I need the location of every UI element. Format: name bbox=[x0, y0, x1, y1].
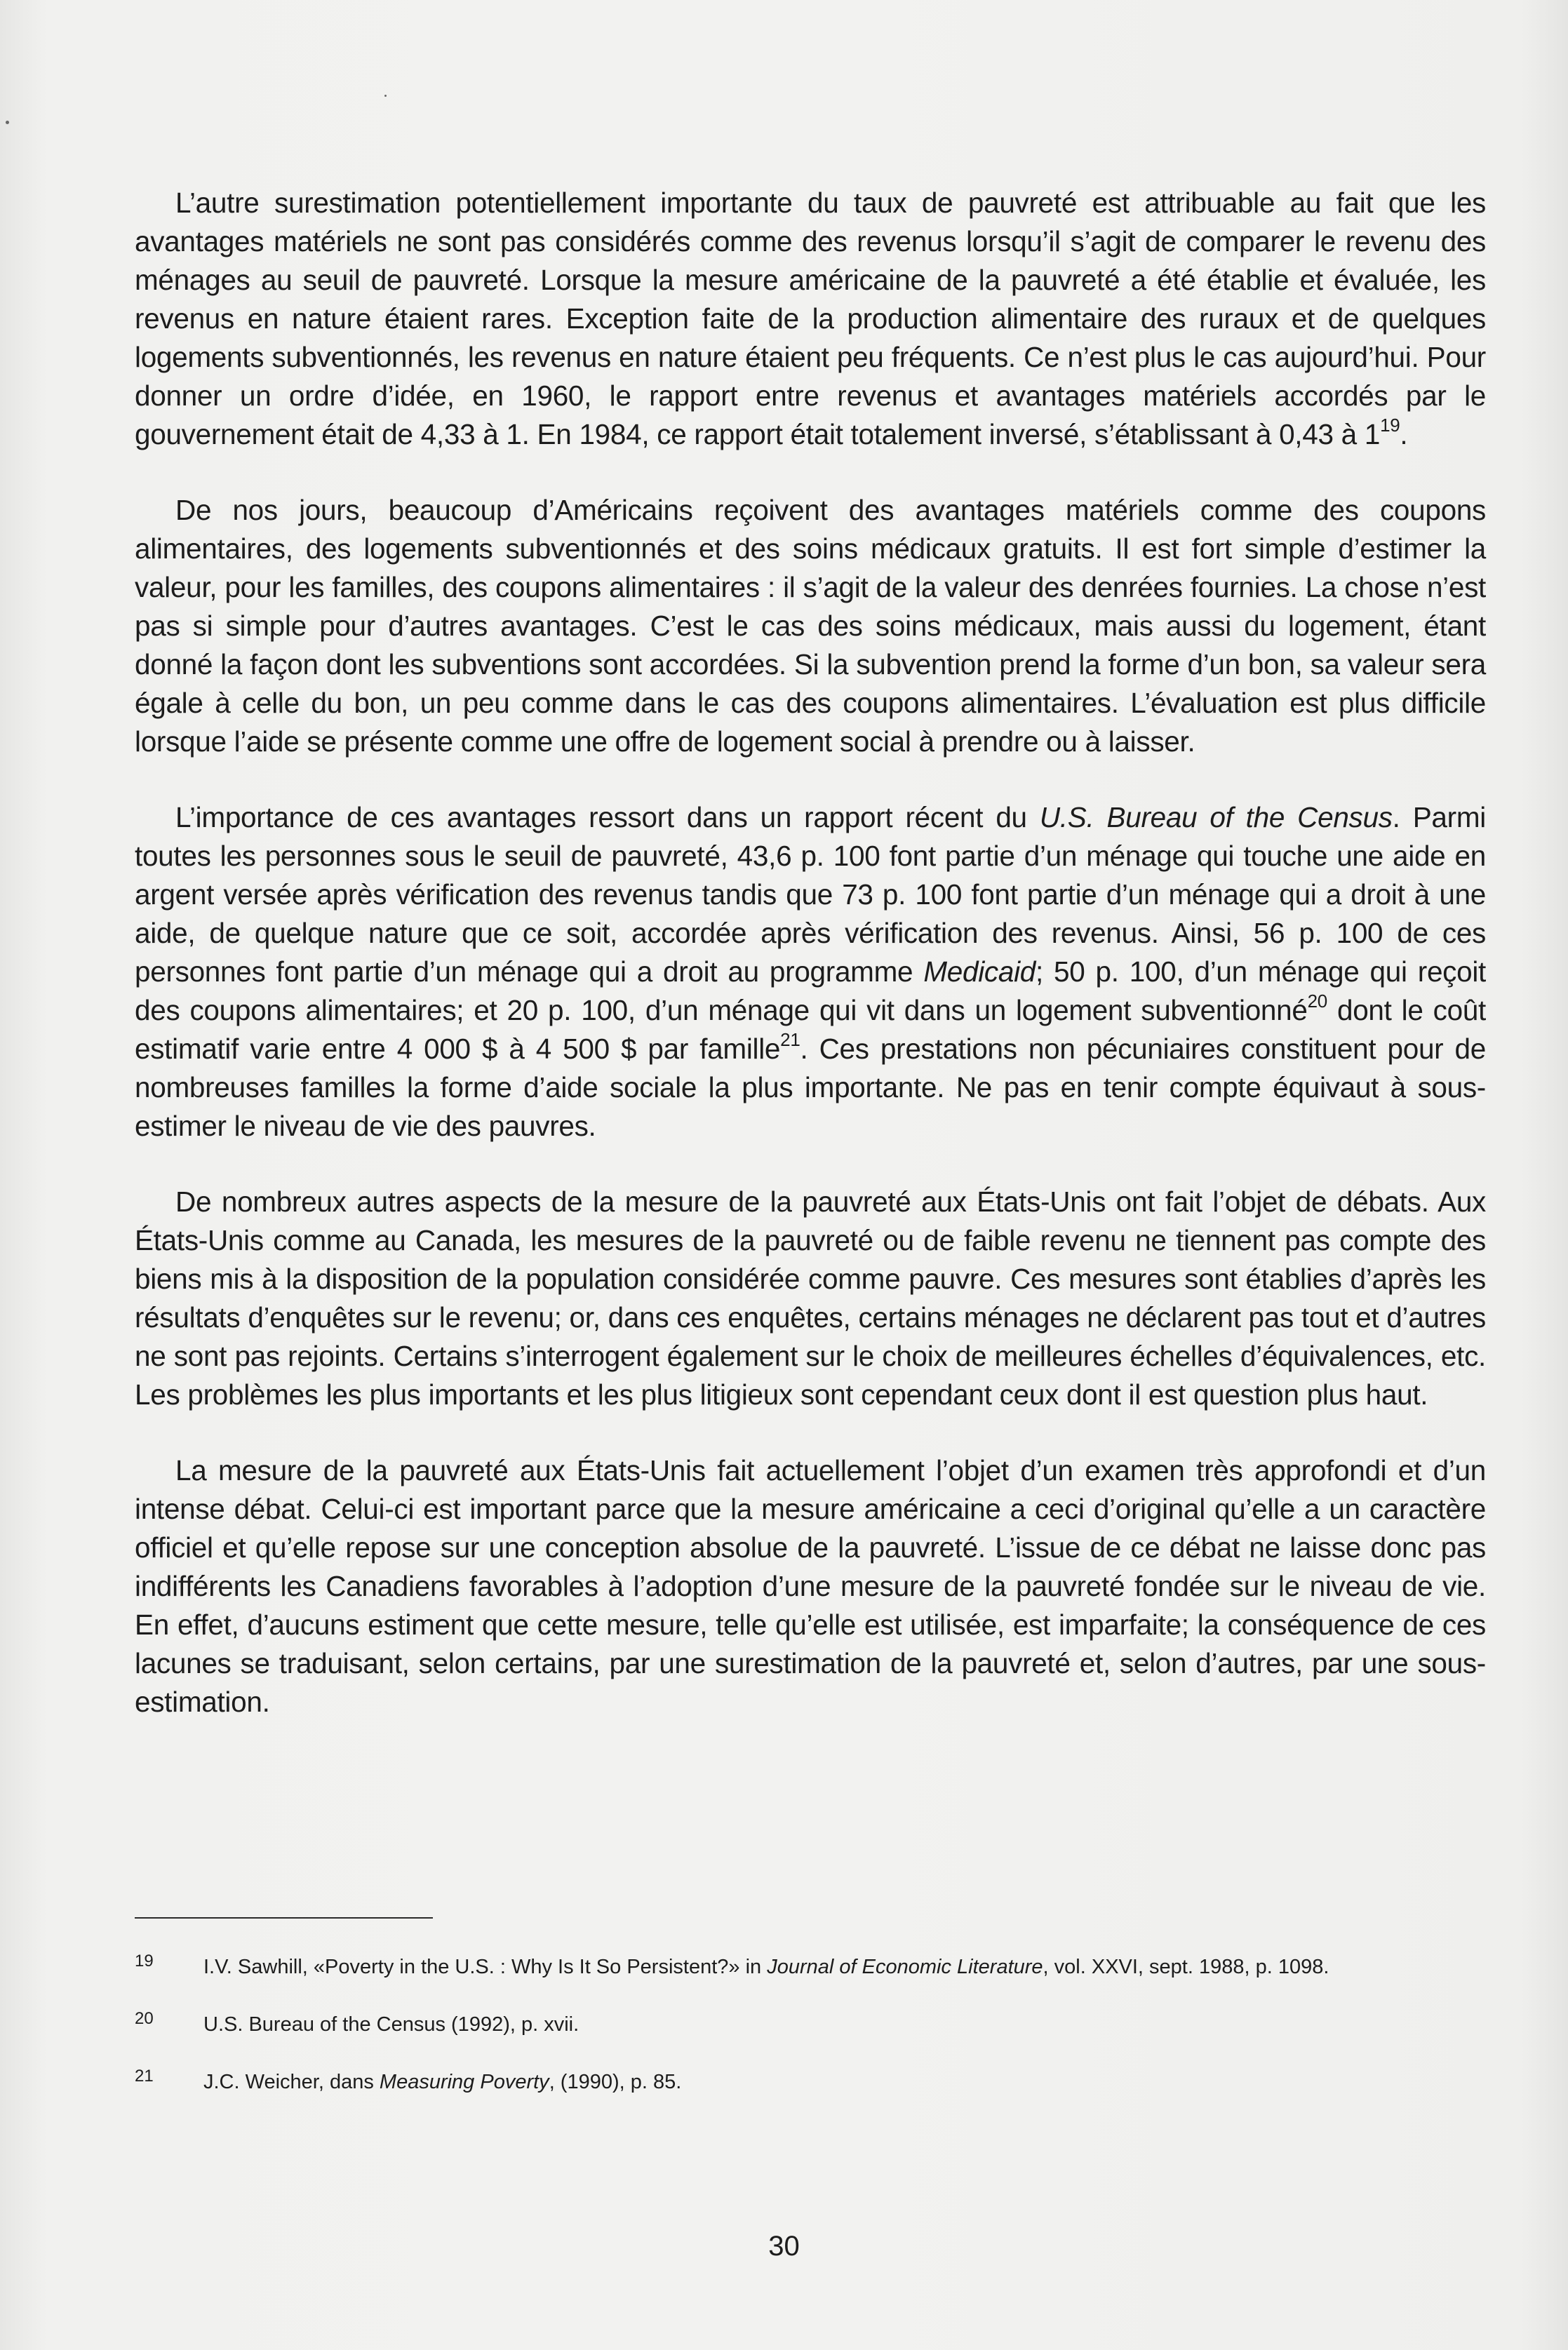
paragraph bbox=[135, 184, 1486, 454]
text-run: L’autre surestimation potentiellement importante du taux de pauvreté est attribuable au fait que les avantages matériels ne sont pas considérés comme des revenus lorsqu’il s’agit de comparer le revenu des ménages au seuil de pauvreté. Lorsque la mesure américaine de la pauvreté a été établie et évaluée, les revenus en nature étaient rares. Exception faite de la production alimentaire des ruraux et de quelques logements subventionnés, les revenus en nature étaient peu fréquents. Ce n’est plus le cas aujourd’hui. Pour donner un ordre d’idée, en 1960, le rapport entre revenus et avantages matériels accordés par le gouvernement était de 4,33 à 1. En 1984, ce rapport était totalement inversé, s’établissant à 0,43 à 1 bbox=[135, 187, 1486, 450]
paragraph bbox=[135, 1183, 1486, 1414]
footnote bbox=[135, 1952, 1486, 2013]
footnote-ref: 21 bbox=[780, 1028, 800, 1050]
text-run: De nos jours, beaucoup d’Américains reçoivent des avantages matériels comme des coupons alimentaires, des logements subventionnés et des soins médicaux gratuits. Il est fort simple d’estimer la valeur, pour les familles, des coupons alimentaires : il s’agit de la valeur des denrées fournies. La chose n’est pas si simple pour d’autres avantages. C’est le cas des soins médicaux, mais aussi du logement, étant donné la façon dont les subventions sont accordées. Si la subvention prend la forme d’un bon, sa valeur sera égale à celle du bon, un peu comme dans le cas des coupons alimentaires. L’évaluation est plus difficile lorsque l’aide se présente comme une offre de logement social à prendre ou à laisser. bbox=[135, 494, 1486, 758]
text-run: , vol. XXVI, sept. 1988, p. 1098. bbox=[1043, 1956, 1329, 1978]
scan-speck bbox=[384, 95, 387, 97]
paragraph bbox=[135, 491, 1486, 761]
text-run: , (1990), p. 85. bbox=[549, 2071, 682, 2093]
footnote-number: 19 bbox=[135, 1952, 154, 1970]
page-number: 30 bbox=[768, 2231, 800, 2262]
footnote-text bbox=[203, 2013, 579, 2036]
italic-text: Medicaid bbox=[923, 955, 1036, 988]
text-run: dont le coût estimatif varie entre 4 000 $ à 4 500 $ par famille bbox=[135, 994, 1486, 1065]
footnote bbox=[135, 2009, 1486, 2070]
scan-speck bbox=[6, 121, 9, 124]
body-text bbox=[135, 184, 1486, 1759]
italic-text: Measuring Poverty bbox=[379, 2071, 549, 2093]
footnote-ref: 20 bbox=[1307, 990, 1327, 1012]
text-run: U.S. Bureau of the Census (1992), p. xvii. bbox=[203, 2013, 579, 2036]
text-run: ; 50 p. 100, d’un ménage qui reçoit des coupons alimentaires; et 20 p. 100, d’un ménage qui vit dans un logement subventionné bbox=[135, 955, 1486, 1026]
italic-text: U.S. Bureau of the Census bbox=[1039, 801, 1393, 833]
footnote-separator bbox=[135, 1917, 433, 1919]
paragraph bbox=[135, 1451, 1486, 1721]
text-run: De nombreux autres aspects de la mesure de la pauvreté aux États-Unis ont fait l’objet de débats. Aux États-Unis comme au Canada, les mesures de la pauvreté ou de faible revenu ne tiennent pas compte des biens mis à la disposition de la population considérée comme pauvre. Ces mesures sont établies d’après les résultats d’enquêtes sur le revenu; or, dans ces enquêtes, certains ménages ne déclarent pas tout et d’autres ne sont pas rejoints. Certains s’interrogent également sur le choix de meilleures échelles d’équivalences, etc. Les problèmes les plus importants et les plus litigieux sont cependant ceux dont il est question plus haut. bbox=[135, 1186, 1486, 1411]
footnote-text bbox=[203, 2070, 681, 2094]
text-run: . bbox=[1400, 418, 1408, 450]
footnote bbox=[135, 2067, 1486, 2128]
text-run: . Ces prestations non pécuniaires constituent pour de nombreuses familles la forme d’aide sociale la plus importante. Ne pas en tenir compte équivaut à sous-estimer le niveau de vie des pauvres. bbox=[135, 1033, 1486, 1142]
text-run: La mesure de la pauvreté aux États-Unis fait actuellement l’objet d’un examen très approfondi et d’un intense débat. Celui-ci est important parce que la mesure américaine a ceci d’original qu’elle a un caractère officiel et qu’elle repose sur une conception absolue de la pauvreté. L’issue de ce débat ne laisse donc pas indifférents les Canadiens favorables à l’adoption d’une mesure de la pauvreté fondée sur le niveau de vie. En effet, d’aucuns estiment que cette mesure, telle qu’elle est utilisée, est imparfaite; la conséquence de ces lacunes se traduisant, selon certains, par une surestimation de la pauvreté et, selon d’autres, par une sous-estimation. bbox=[135, 1454, 1486, 1718]
paragraph bbox=[135, 798, 1486, 1146]
text-run: I.V. Sawhill, «Poverty in the U.S. : Why Is It So Persistent?» in bbox=[203, 1956, 768, 1978]
text-run: J.C. Weicher, dans bbox=[203, 2071, 380, 2093]
footnote-number: 21 bbox=[135, 2067, 154, 2086]
text-run: . Parmi toutes les personnes sous le seuil de pauvreté, 43,6 p. 100 font partie d’un ménage qui touche une aide en argent versée après vérification des revenus tandis que 73 p. 100 font partie d’un ménage qui a droit à une aide, de quelque nature que ce soit, accordée après vérification des revenus. Ainsi, 56 p. 100 de ces personnes font partie d’un ménage qui a droit au programme bbox=[135, 801, 1486, 988]
footnotes bbox=[135, 1952, 1486, 2128]
footnote-number: 20 bbox=[135, 2009, 154, 2028]
italic-text: Journal of Economic Literature bbox=[767, 1956, 1043, 1978]
footnote-ref: 19 bbox=[1380, 414, 1400, 436]
footnote-text bbox=[203, 1955, 1329, 1979]
text-run: L’importance de ces avantages ressort dans un rapport récent du bbox=[175, 801, 1040, 833]
